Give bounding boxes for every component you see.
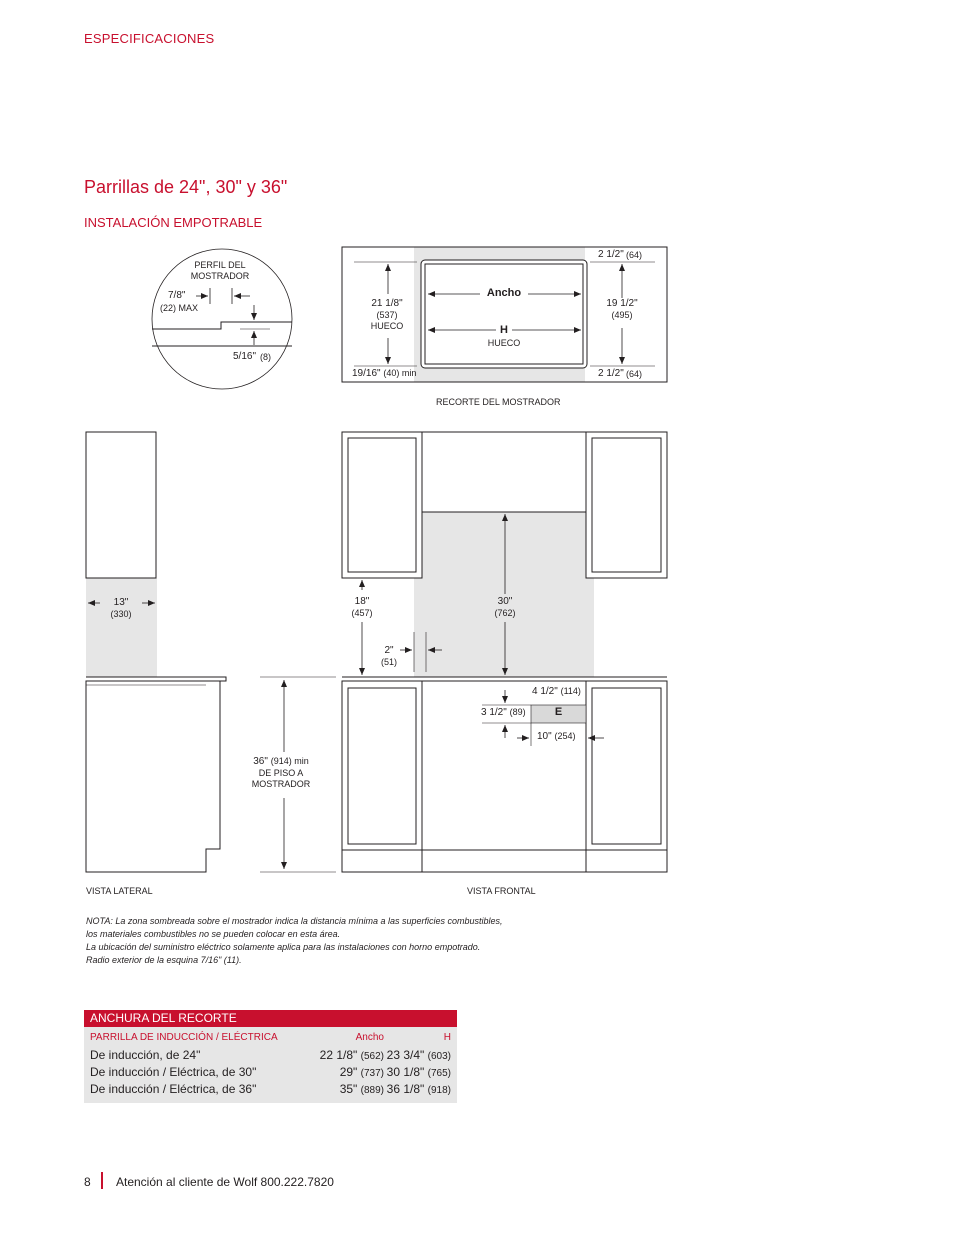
profile-label-line2: MOSTRADOR [190, 271, 250, 281]
table-row [84, 1046, 457, 1063]
front-dim-18-mm: (457) [351, 608, 373, 618]
front-dim-3 [481, 707, 526, 719]
table-cell-width-value: 29" [339, 1064, 358, 1079]
note-line: NOTA: La zona sombreada sobre el mostrador indica la distancia mínima a las superficies combustibles, [86, 916, 503, 926]
side-caption: VISTA LATERAL [86, 886, 153, 896]
front-dim-18-value: 18" [354, 596, 370, 607]
front-dim-10-mm: (254) [554, 731, 576, 741]
page-number: 8 [84, 1175, 91, 1189]
side-view-drawing [86, 432, 336, 872]
front-dim-18 [342, 596, 382, 619]
front-caption: VISTA FRONTAL [467, 886, 536, 896]
table-cell-h [384, 1048, 451, 1062]
table-cell-width-mm: (889) [360, 1084, 384, 1096]
table-header-width: Ancho [355, 1032, 384, 1043]
front-dim-10 [537, 731, 575, 743]
table-cell-width-mm: (737) [360, 1067, 384, 1079]
cutout-depth-sub: HUECO [370, 321, 404, 331]
table-cell-h [384, 1065, 451, 1079]
table-row [84, 1063, 457, 1080]
cutout-corner-mm: (40) min [383, 368, 417, 378]
side-dim-13 [100, 597, 142, 620]
table-header-h: H [443, 1032, 451, 1043]
cutout-caption: RECORTE DEL MOSTRADOR [436, 397, 561, 407]
cutout-bottom-mm: (64) [626, 369, 643, 379]
table-row [84, 1080, 457, 1097]
front-dim-4 [532, 686, 581, 698]
table-header-model: PARRILLA DE INDUCCIÓN / ELÉCTRICA [90, 1032, 278, 1043]
electrical-box-label: E [554, 706, 563, 718]
page-title: Parrillas de 24", 30" y 36" [84, 177, 288, 197]
notes [86, 915, 606, 967]
profile-dim-lip-mm: (8) [260, 352, 271, 362]
side-dim-13-mm: (330) [110, 609, 132, 619]
cutout-bottom-dim: 2 1/2" [598, 368, 624, 379]
table-cell-h-value: 36 1/8" [386, 1081, 425, 1096]
side-floor-line2: MOSTRADOR [251, 779, 311, 789]
side-floor-line1: DE PISO A [258, 768, 304, 778]
profile-dim-lip: 5/16" [233, 351, 257, 362]
side-dim-36 [244, 756, 318, 790]
table-cell-h-value: 30 1/8" [386, 1064, 425, 1079]
table-cell-width [312, 1048, 384, 1062]
cutout-right-label [596, 298, 648, 321]
cutout-depth-dim: 21 1/8" [371, 298, 403, 309]
side-dim-36-value: 36" [253, 756, 268, 767]
front-dim-2-value: 2" [384, 645, 394, 656]
side-dim-13-value: 13" [113, 597, 129, 608]
table-cell-h-mm: (765) [427, 1067, 451, 1079]
cutout-right-dim: 19 1/2" [606, 298, 638, 309]
subsection-title: INSTALACIÓN EMPOTRABLE [84, 215, 263, 230]
front-dim-10-value: 10" [537, 731, 552, 742]
front-dim-30-value: 30" [497, 596, 513, 607]
cutout-top-mm: (64) [626, 250, 643, 260]
profile-label-line1: PERFIL DEL [194, 260, 246, 270]
cutout-h-label: H [500, 324, 508, 336]
cutout-corner-value: 19/16" [352, 368, 381, 379]
table-cell-model: De inducción / Eléctrica, de 36" [90, 1081, 257, 1096]
front-dim-30 [484, 596, 526, 619]
cutout-depth-label [357, 298, 417, 332]
table-cell-model: De inducción / Eléctrica, de 30" [90, 1064, 257, 1079]
side-dim-36-mm: (914) min [270, 756, 309, 766]
table-cell-width-value: 22 1/8" [319, 1047, 358, 1062]
table-cell-width-value: 35" [339, 1081, 358, 1096]
table-cell-width [312, 1082, 384, 1096]
table-cell-h-value: 23 3/4" [386, 1047, 425, 1062]
table-cell-h-mm: (603) [427, 1050, 451, 1062]
front-dim-4-mm: (114) [560, 686, 581, 696]
table-cell-h-mm: (918) [427, 1084, 451, 1096]
front-dim-3-value: 3 1/2" [481, 707, 507, 718]
note-line: Radio exterior de la esquina 7/16" (11). [86, 955, 242, 965]
section-label: ESPECIFICACIONES [84, 31, 215, 46]
table-header-row [84, 1029, 457, 1046]
cutout-h-sub: HUECO [487, 338, 521, 348]
table-cell-width-mm: (562) [360, 1050, 384, 1062]
cutout-top-dim: 2 1/2" [598, 249, 624, 260]
note-line: los materiales combustibles no se pueden colocar en esta área. [86, 929, 341, 939]
cutout-width-label: Ancho [486, 287, 522, 299]
table-cell-model: De inducción, de 24" [90, 1047, 201, 1062]
footer-contact: Atención al cliente de Wolf 800.222.7820 [116, 1175, 334, 1189]
front-dim-30-mm: (762) [494, 608, 516, 618]
front-dim-4-value: 4 1/2" [532, 686, 558, 697]
profile-dim-overhang: 7/8" [168, 290, 186, 301]
profile-label [180, 260, 260, 282]
front-dim-2 [376, 645, 402, 668]
note-line: La ubicación del suministro eléctrico solamente aplica para las instalaciones con horno empotrado. [86, 942, 481, 952]
cutout-depth-mm: (537) [376, 310, 398, 320]
cutout-right-mm: (495) [611, 310, 633, 320]
cutout-width-table [84, 1010, 457, 1103]
front-dim-2-mm: (51) [380, 657, 397, 667]
front-dim-3-mm: (89) [509, 707, 526, 717]
profile-dim-overhang-mm: (22) MAX [160, 303, 199, 313]
table-title: ANCHURA DEL RECORTE [84, 1010, 457, 1027]
table-cell-width [312, 1065, 384, 1079]
footer-divider [101, 1172, 103, 1189]
table-cell-h [384, 1082, 451, 1096]
cutout-corner-dim [352, 368, 416, 380]
